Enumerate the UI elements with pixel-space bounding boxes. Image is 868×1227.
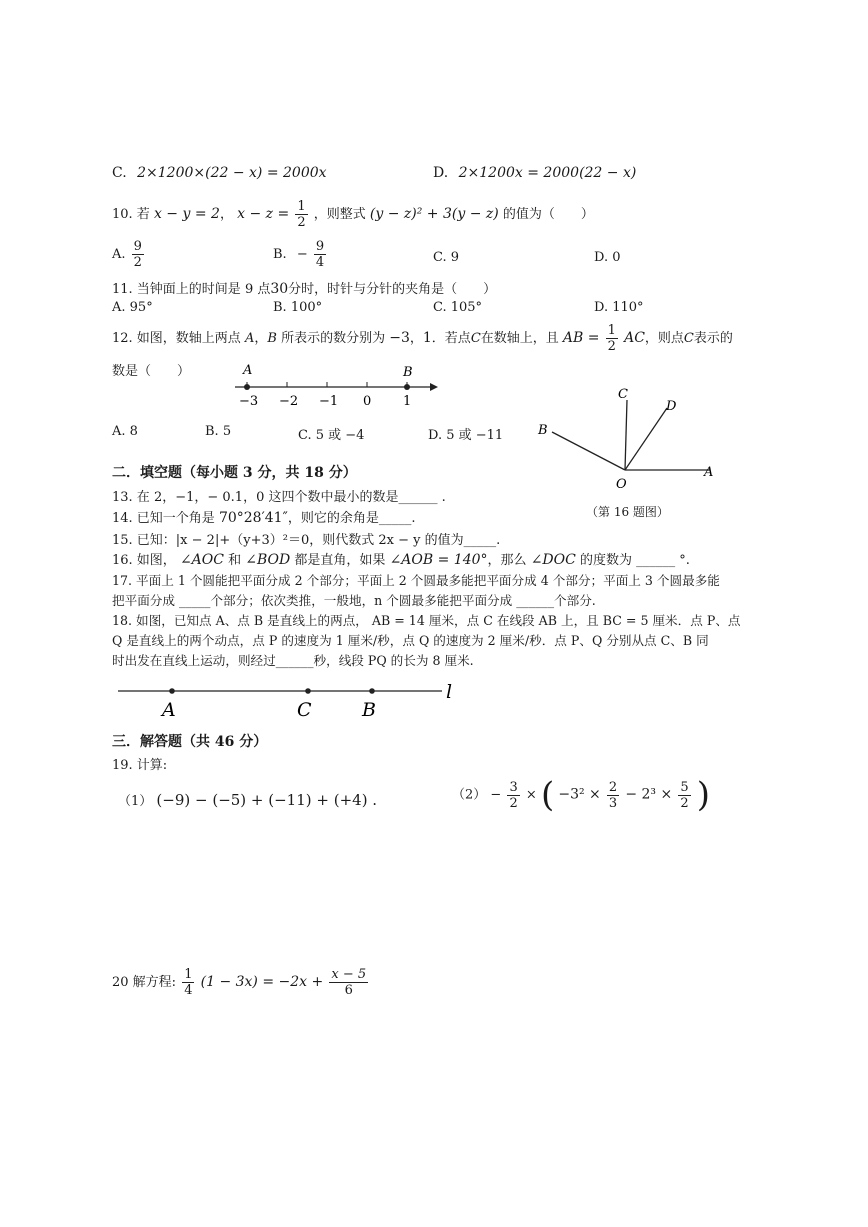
option-label: B. — [273, 247, 287, 262]
q11-time: 30 — [270, 281, 289, 297]
q16-text-a: 16. 如图， — [112, 553, 176, 568]
label-l: l — [446, 681, 453, 703]
option-expression: 2×1200×(22 − x) = 2000x — [137, 165, 327, 181]
fraction-numerator: 9 — [315, 239, 325, 254]
question-19: 19. 计算: — [112, 758, 168, 773]
right-paren: ) — [696, 775, 711, 815]
expression-part: − 2³ × — [625, 786, 673, 803]
q12-text-e: ，则点 — [644, 331, 684, 346]
q10-fraction — [295, 200, 307, 229]
question-19-part-2 — [452, 775, 711, 815]
fraction-denominator: 4 — [315, 255, 325, 270]
fraction-numerator: 5 — [680, 779, 689, 795]
number-line-arrow-icon — [430, 383, 438, 391]
axis-label: 1 — [403, 394, 412, 409]
q12-text-a: 12. 如图，数轴上两点 — [112, 331, 241, 346]
point-b-label: B — [403, 365, 413, 380]
fraction-numerator: 2 — [608, 779, 618, 795]
q11-option-d: D. 110° — [594, 300, 644, 315]
question-17-line-1: 17. 平面上 1 个圆能把平面分成 2 个部分；平面上 2 个圆最多能把平面分成 4 个部分；平面上 3 个圆最多能 — [112, 573, 720, 588]
q16-angle-aob: ∠AOB = 140° — [389, 552, 488, 568]
question-10 — [112, 200, 594, 229]
q10-separator: ， — [219, 207, 233, 222]
times-sign: × — [525, 787, 537, 803]
fraction-denominator: 6 — [344, 983, 353, 998]
label-b: B — [362, 699, 376, 721]
part-expression: (−9) − (−5) + (−11) + (+4) . — [156, 791, 378, 809]
q12-text-d: 在数轴上，且 — [480, 331, 559, 346]
label-c: C — [297, 699, 312, 721]
q16-angle-aoc: ∠AOC — [179, 552, 224, 568]
option-expression: 2×1200x = 2000(22 − x) — [458, 165, 637, 181]
label-d: D — [666, 399, 677, 414]
fraction-numerator: 3 — [509, 779, 518, 795]
q9-option-d — [433, 165, 636, 181]
section-3-title: 三．解答题（共 46 分） — [112, 734, 268, 750]
q11-option-a: A. 95° — [112, 300, 153, 315]
q20-expression: (1 − 3x) = −2x + — [200, 974, 324, 990]
q12-option-b: B. 5 — [205, 424, 232, 439]
q12-point-b: B — [267, 331, 277, 346]
q10-option-a — [112, 240, 146, 269]
fraction — [607, 781, 619, 810]
fraction — [182, 968, 194, 997]
question-19-part-1 — [118, 790, 377, 809]
question-13: 13. 在 2，−1，− 0.1，0 这四个数中最小的数是______ . — [112, 490, 446, 505]
q16-text-b: 都是直角，如果 — [294, 553, 386, 568]
q11-option-b: B. 100° — [273, 300, 323, 315]
fraction-numerator: x − 5 — [331, 967, 367, 982]
question-20 — [112, 968, 370, 997]
q10-option-d: D. 0 — [594, 250, 621, 265]
question-18-line-2: Q 是直线上的两个动点，点 P 的速度为 1 厘米/秒，点 Q 的速度为 2 厘米/秒．点 P、Q 分别从点 C、B 同 — [112, 633, 709, 648]
q10-option-c: C. 9 — [433, 250, 460, 265]
number-line-figure — [225, 360, 445, 410]
q12-option-a: A. 8 — [112, 424, 138, 439]
q11-option-c: C. 105° — [433, 300, 483, 315]
axis-label: 0 — [363, 394, 372, 409]
option-label: D. — [433, 165, 449, 181]
part-label: （2） — [452, 787, 487, 803]
q14-text-a: 14. 已知一个角是 — [112, 511, 215, 526]
question-11 — [112, 278, 496, 297]
q10-prefix: 10. 若 — [112, 207, 150, 222]
option-fraction — [314, 240, 326, 269]
question-16 — [112, 549, 690, 568]
fraction-denominator: 2 — [133, 255, 142, 270]
q14-angle: 70°28′41″ — [218, 510, 288, 526]
q12-value-a: −3 — [389, 330, 410, 346]
q12-text-f: 表示的 — [693, 331, 733, 346]
q12-line-2: 数是（ ） — [112, 364, 191, 379]
option-label: C. — [112, 165, 127, 181]
point-b-dot — [404, 384, 410, 390]
q16-text-d: 的度数为 ______ °. — [579, 553, 690, 568]
part-label: （1） — [118, 794, 153, 809]
ray-ob — [552, 432, 625, 470]
q12-fraction — [606, 324, 618, 353]
q12-text-c: ．若点 — [431, 331, 471, 346]
q16-text-c: ，那么 — [487, 553, 527, 568]
q12-separator: ， — [409, 331, 423, 346]
axis-label: −1 — [319, 394, 339, 409]
q10-suffix: 的值为（ ） — [502, 207, 594, 222]
ray-od — [625, 408, 667, 470]
option-label: A. — [112, 247, 126, 262]
label-a: A — [162, 699, 176, 721]
fraction-denominator: 2 — [297, 215, 306, 230]
q12-value-b: 1 — [422, 330, 432, 346]
q16-and: 和 — [228, 553, 242, 568]
fraction-denominator: 2 — [607, 339, 616, 354]
axis-label: −3 — [239, 394, 259, 409]
q11-text-b: 分时，时针与分针的夹角是（ ） — [288, 282, 497, 297]
question-18-line-1: 18. 如图，已知点 A、点 B 是直线上的两点， AB = 14 厘米，点 C 在线段 AB 上，且 BC = 5 厘米．点 P、点 — [112, 613, 741, 628]
fraction-numerator: 9 — [133, 239, 142, 254]
axis-label: −2 — [279, 394, 299, 409]
option-fraction — [132, 240, 144, 269]
q10-mid-text: ，则整式 — [313, 207, 366, 222]
q12-text-b: 所表示的数分别为 — [281, 331, 386, 346]
part-sign: − — [490, 787, 502, 803]
fraction — [507, 781, 519, 810]
q12-option-c: C. 5 或 −4 — [298, 428, 365, 443]
figure-16-caption: （第 16 题图） — [586, 505, 669, 519]
question-14 — [112, 507, 415, 526]
question-12 — [112, 324, 733, 353]
q20-label: 20 解方程: — [112, 975, 177, 990]
q10-condition-2: x − z = — [237, 206, 290, 222]
q9-option-c — [112, 165, 327, 181]
label-b: B — [538, 423, 548, 438]
fraction-denominator: 4 — [184, 983, 193, 998]
q16-angle-doc: ∠DOC — [530, 552, 576, 568]
fraction-denominator: 3 — [608, 795, 618, 811]
label-c: C — [618, 387, 628, 402]
fraction-denominator: 2 — [680, 795, 689, 811]
fraction-numerator: 1 — [607, 323, 616, 338]
left-paren: ( — [540, 775, 555, 815]
point-c-dot — [305, 688, 311, 694]
q10-option-b — [273, 240, 328, 269]
point-b-dot — [369, 688, 375, 694]
fraction-denominator: 2 — [509, 795, 518, 811]
q12-ab: AB = — [562, 330, 600, 346]
option-sign: − — [296, 247, 308, 262]
question-18-line-3: 时出发在直线上运动，则经过______秒，线段 PQ 的长为 8 厘米. — [112, 653, 474, 668]
expression-part: −3² × — [558, 786, 601, 803]
q12-point-a: A — [244, 331, 255, 346]
point-a-dot — [169, 688, 175, 694]
q14-text-b: ，则它的余角是_____. — [287, 511, 416, 526]
fraction — [678, 781, 690, 810]
label-o: O — [616, 477, 627, 492]
q11-text-a: 11. 当钟面上的时间是 9 点 — [112, 282, 271, 297]
q16-angle-bod: ∠BOD — [245, 552, 291, 568]
question-17-line-2: 把平面分成 _____个部分；依次类推，一般地，n 个圆最多能把平面分成 ______个部分. — [112, 593, 596, 608]
fraction — [329, 968, 368, 997]
fraction-numerator: 1 — [184, 967, 193, 982]
q12-ac: AC — [624, 330, 645, 346]
q12-point-c-2: C — [683, 331, 694, 346]
point-a-dot — [244, 384, 250, 390]
question-15: 15. 已知：|x − 2|+（y+3）²＝0，则代数式 2x − y 的值为_____. — [112, 533, 501, 548]
q10-condition-1: x − y = 2 — [153, 206, 220, 222]
q12-point-c: C — [470, 331, 481, 346]
ray-oc — [625, 400, 627, 470]
line-figure-18 — [110, 676, 470, 721]
fraction-numerator: 1 — [297, 199, 306, 214]
section-2-title: 二．填空题（每小题 3 分，共 18 分） — [112, 465, 357, 481]
angle-figure-16 — [530, 380, 730, 495]
point-a-label: A — [243, 363, 253, 378]
label-a: A — [704, 465, 714, 480]
q12-option-d: D. 5 或 −11 — [428, 428, 504, 443]
q10-expression: (y − z)² + 3(y − z) — [369, 206, 499, 222]
q12-comma: ， — [254, 331, 268, 346]
